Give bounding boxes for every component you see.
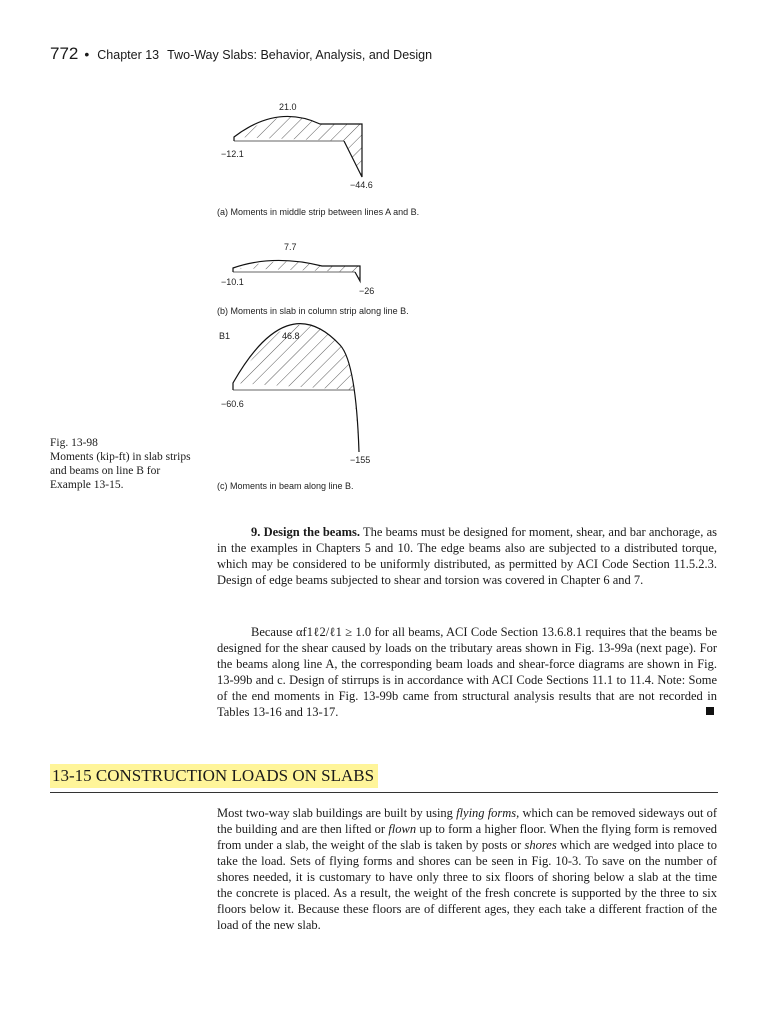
- page-number: 772: [50, 44, 79, 63]
- construction-text-3: up to form a higher floor. When the flying form is removed from under a slab, the weight of the slab is taken by posts or: [217, 822, 717, 852]
- step-9-paragraph: [217, 524, 717, 588]
- chapter-title: Two-Way Slabs: Behavior, Analysis, and Design: [167, 48, 433, 62]
- figure-label: Fig. 13-98: [50, 437, 98, 449]
- term-flown: flown: [388, 822, 417, 836]
- diagram-b: [217, 242, 409, 316]
- diagram-a-left-label: −12.1: [221, 149, 244, 159]
- chapter-label: Chapter 13: [97, 48, 160, 62]
- section-heading: [50, 764, 718, 793]
- diagram-c-right-label: −155: [350, 455, 371, 465]
- diagram-c-max-label: 46.8: [282, 331, 300, 341]
- step-9-heading: Design the beams.: [263, 525, 360, 539]
- diagram-b-caption: (b) Moments in slab in column strip along line B.: [217, 306, 409, 316]
- figure-caption: [50, 436, 200, 492]
- construction-loads-paragraph: [217, 805, 717, 933]
- figure-caption-text: Moments (kip-ft) in slab strips and beams on line B for Example 13-15.: [50, 451, 191, 491]
- beam-shear-paragraph: [217, 624, 717, 720]
- diagram-a-positive-region: [234, 117, 344, 141]
- beam-shear-text: Because αf1ℓ2/ℓ1 ≥ 1.0 for all beams, ACI Code Section 13.6.8.1 requires that the beams be designed for the shear caused by loads on the tributary areas shown in Fig. 13-99a (next page). For the beams along line A, the corresponding beam loads and shear-force diagrams are shown in Fig. 13-99b and c. Design of stirrups is in accordance with ACI Code Sections 11.1 to 11.4. Note: Some of the end moments in Fig. 13-99b came from structural analysis results that are not recorded in Tables 13-16 and 13-17.: [217, 625, 717, 719]
- diagram-c-beam-label: B1: [219, 331, 231, 341]
- header-bullet: •: [84, 46, 90, 62]
- construction-text-2: which can be removed sideways out of the building and are then lifted or: [217, 806, 717, 836]
- diagram-b-max-label: 7.7: [284, 242, 297, 252]
- end-of-example-mark: [706, 707, 714, 715]
- section-heading-text: 13-15 CONSTRUCTION LOADS ON SLABS: [50, 764, 378, 788]
- diagram-b-right-label: −26: [359, 286, 375, 296]
- diagram-a: [217, 102, 419, 217]
- diagram-a-max-label: 21.0: [279, 102, 297, 112]
- diagram-a-caption: (a) Moments in middle strip between lines A and B.: [217, 207, 420, 217]
- step-9-number: 9.: [251, 525, 261, 539]
- diagram-c-left-label: −60.6: [221, 399, 244, 409]
- diagram-c-caption: (c) Moments in beam along line B.: [217, 481, 354, 491]
- diagram-a-negative-region: [344, 124, 362, 177]
- step-9-text: The beams must be designed for moment, shear, and bar anchorage, as in the examples in Chapters 5 and 10. The edge beams also are subjected to a distributed torque, which may be considered to be uniformly distributed, as permitted by ACI Code Section 11.5.2.3. Design of edge beams subjected to shear and torsion was covered in Chapter 6 and 7.: [217, 525, 718, 587]
- diagram-a-right-label: −44.6: [350, 180, 373, 190]
- construction-text-1: Most two-way slab buildings are built by using: [217, 806, 457, 820]
- term-shores: shores: [524, 838, 557, 852]
- diagram-b-left-label: −10.1: [221, 277, 244, 287]
- construction-text-4: which are wedged into place to take the load. Sets of flying forms and shores can be seen in Fig. 10-3. To save on the number of shores needed, it is customary to have only three to six floors of shoring below a slab at the time the concrete is placed. As a result, the weight of the fresh concrete is supported by the three to six floors below it. Because these floors are of different ages, they each take a different fraction of the load of the new slab.: [217, 838, 718, 932]
- diagram-c: [217, 324, 370, 491]
- term-flying-forms: flying forms,: [456, 806, 520, 820]
